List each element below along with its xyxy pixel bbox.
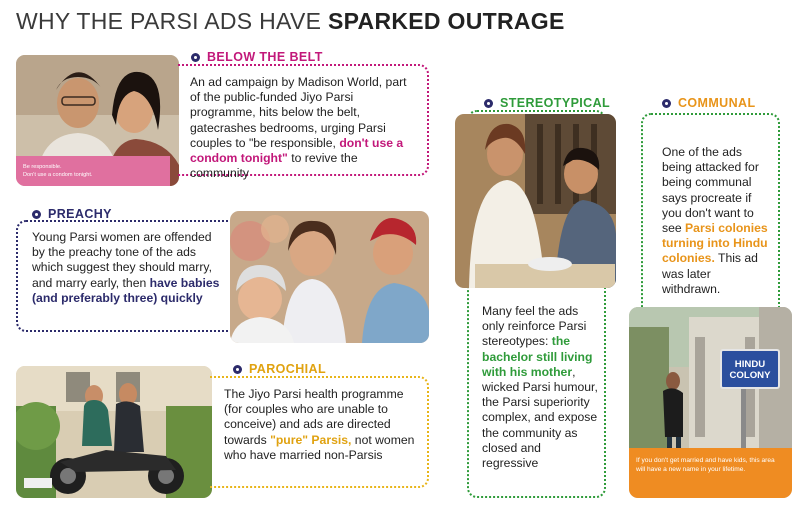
photo-caption-line1: Be responsible.: [23, 164, 62, 170]
sign-line1: HINDU: [734, 359, 766, 370]
photo-caption-pink: [16, 156, 170, 186]
title-bold: SPARKED OUTRAGE: [327, 8, 565, 34]
heading-preachy: PREACHY: [32, 207, 112, 221]
below-belt-text-end: to revive the community: [190, 151, 358, 181]
couple-photo: [16, 55, 179, 186]
communal-photo-caption: If you don't get married and have kids, this area will have a new name in your lifetime.: [636, 457, 775, 474]
bullet-icon: [32, 210, 41, 219]
bullet-icon: [233, 365, 242, 374]
photo-caption-orange: [629, 448, 792, 498]
page-title: [16, 8, 565, 35]
preachy-highlight: have babies (and preferably three) quickly: [32, 275, 220, 305]
stereotypical-highlight: the bachelor still living with his mother: [482, 334, 593, 379]
stereotypical-text-intro: Many feel the ads only reinforce Parsi stereotypes:: [482, 304, 587, 349]
mother-son-photo: [455, 114, 616, 288]
parochial-text-intro: The Jiyo Parsi health programme (for couples who are unable to conceive) and ads are directed towards: [224, 387, 404, 447]
box-communal: [641, 113, 780, 321]
parochial-highlight: "pure" Parsis,: [270, 432, 352, 447]
communal-text-end: This ad was later withdrawn.: [662, 251, 758, 296]
heading-below-the-belt: BELOW THE BELT: [191, 50, 323, 64]
bike-couple-photo: [16, 366, 212, 498]
heading-parochial: PAROCHIAL: [233, 362, 326, 376]
title-regular: WHY THE PARSI ADS HAVE: [16, 8, 328, 34]
communal-highlight: Parsi colonies turning into Hindu colonies.: [662, 221, 768, 266]
parochial-text-end: not women who have married non-Parsis: [224, 432, 415, 462]
heading-communal: COMMUNAL: [662, 96, 756, 110]
sign-line2: COLONY: [729, 370, 771, 381]
communal-text-intro: One of the ads being attacked for being communal says procreate if you don't want to see: [662, 145, 759, 236]
hindu-colony-photo: [629, 307, 792, 498]
photo-caption-line2: Don't use a condom tonight.: [23, 172, 93, 178]
stereotypical-text-end: , wicked Parsi humour, the Parsi superiority complex, and expose the community as closed and regressive: [482, 364, 598, 471]
children-photo: [230, 211, 429, 343]
below-belt-highlight: don't use a condom tonight": [190, 135, 404, 166]
box-below-the-belt: [178, 64, 429, 181]
bullet-icon: [484, 99, 493, 108]
box-preachy: [16, 220, 232, 332]
below-belt-text-intro: An ad campaign by Madison World, part of the public-funded Jiyo Parsi programme, hits below the belt, gatecrashes bedrooms, urging Parsi couples to "be responsible,: [190, 75, 407, 150]
heading-stereotypical: STEREOTYPICAL: [484, 96, 610, 110]
hindu-colony-sign: [720, 349, 780, 389]
box-parochial: [210, 376, 429, 488]
bullet-icon: [191, 53, 200, 62]
preachy-text-intro: Young Parsi women are offended by the preachy tone of the ads which suggest they should marry, and marry early, then: [32, 230, 212, 290]
bullet-icon: [662, 99, 671, 108]
